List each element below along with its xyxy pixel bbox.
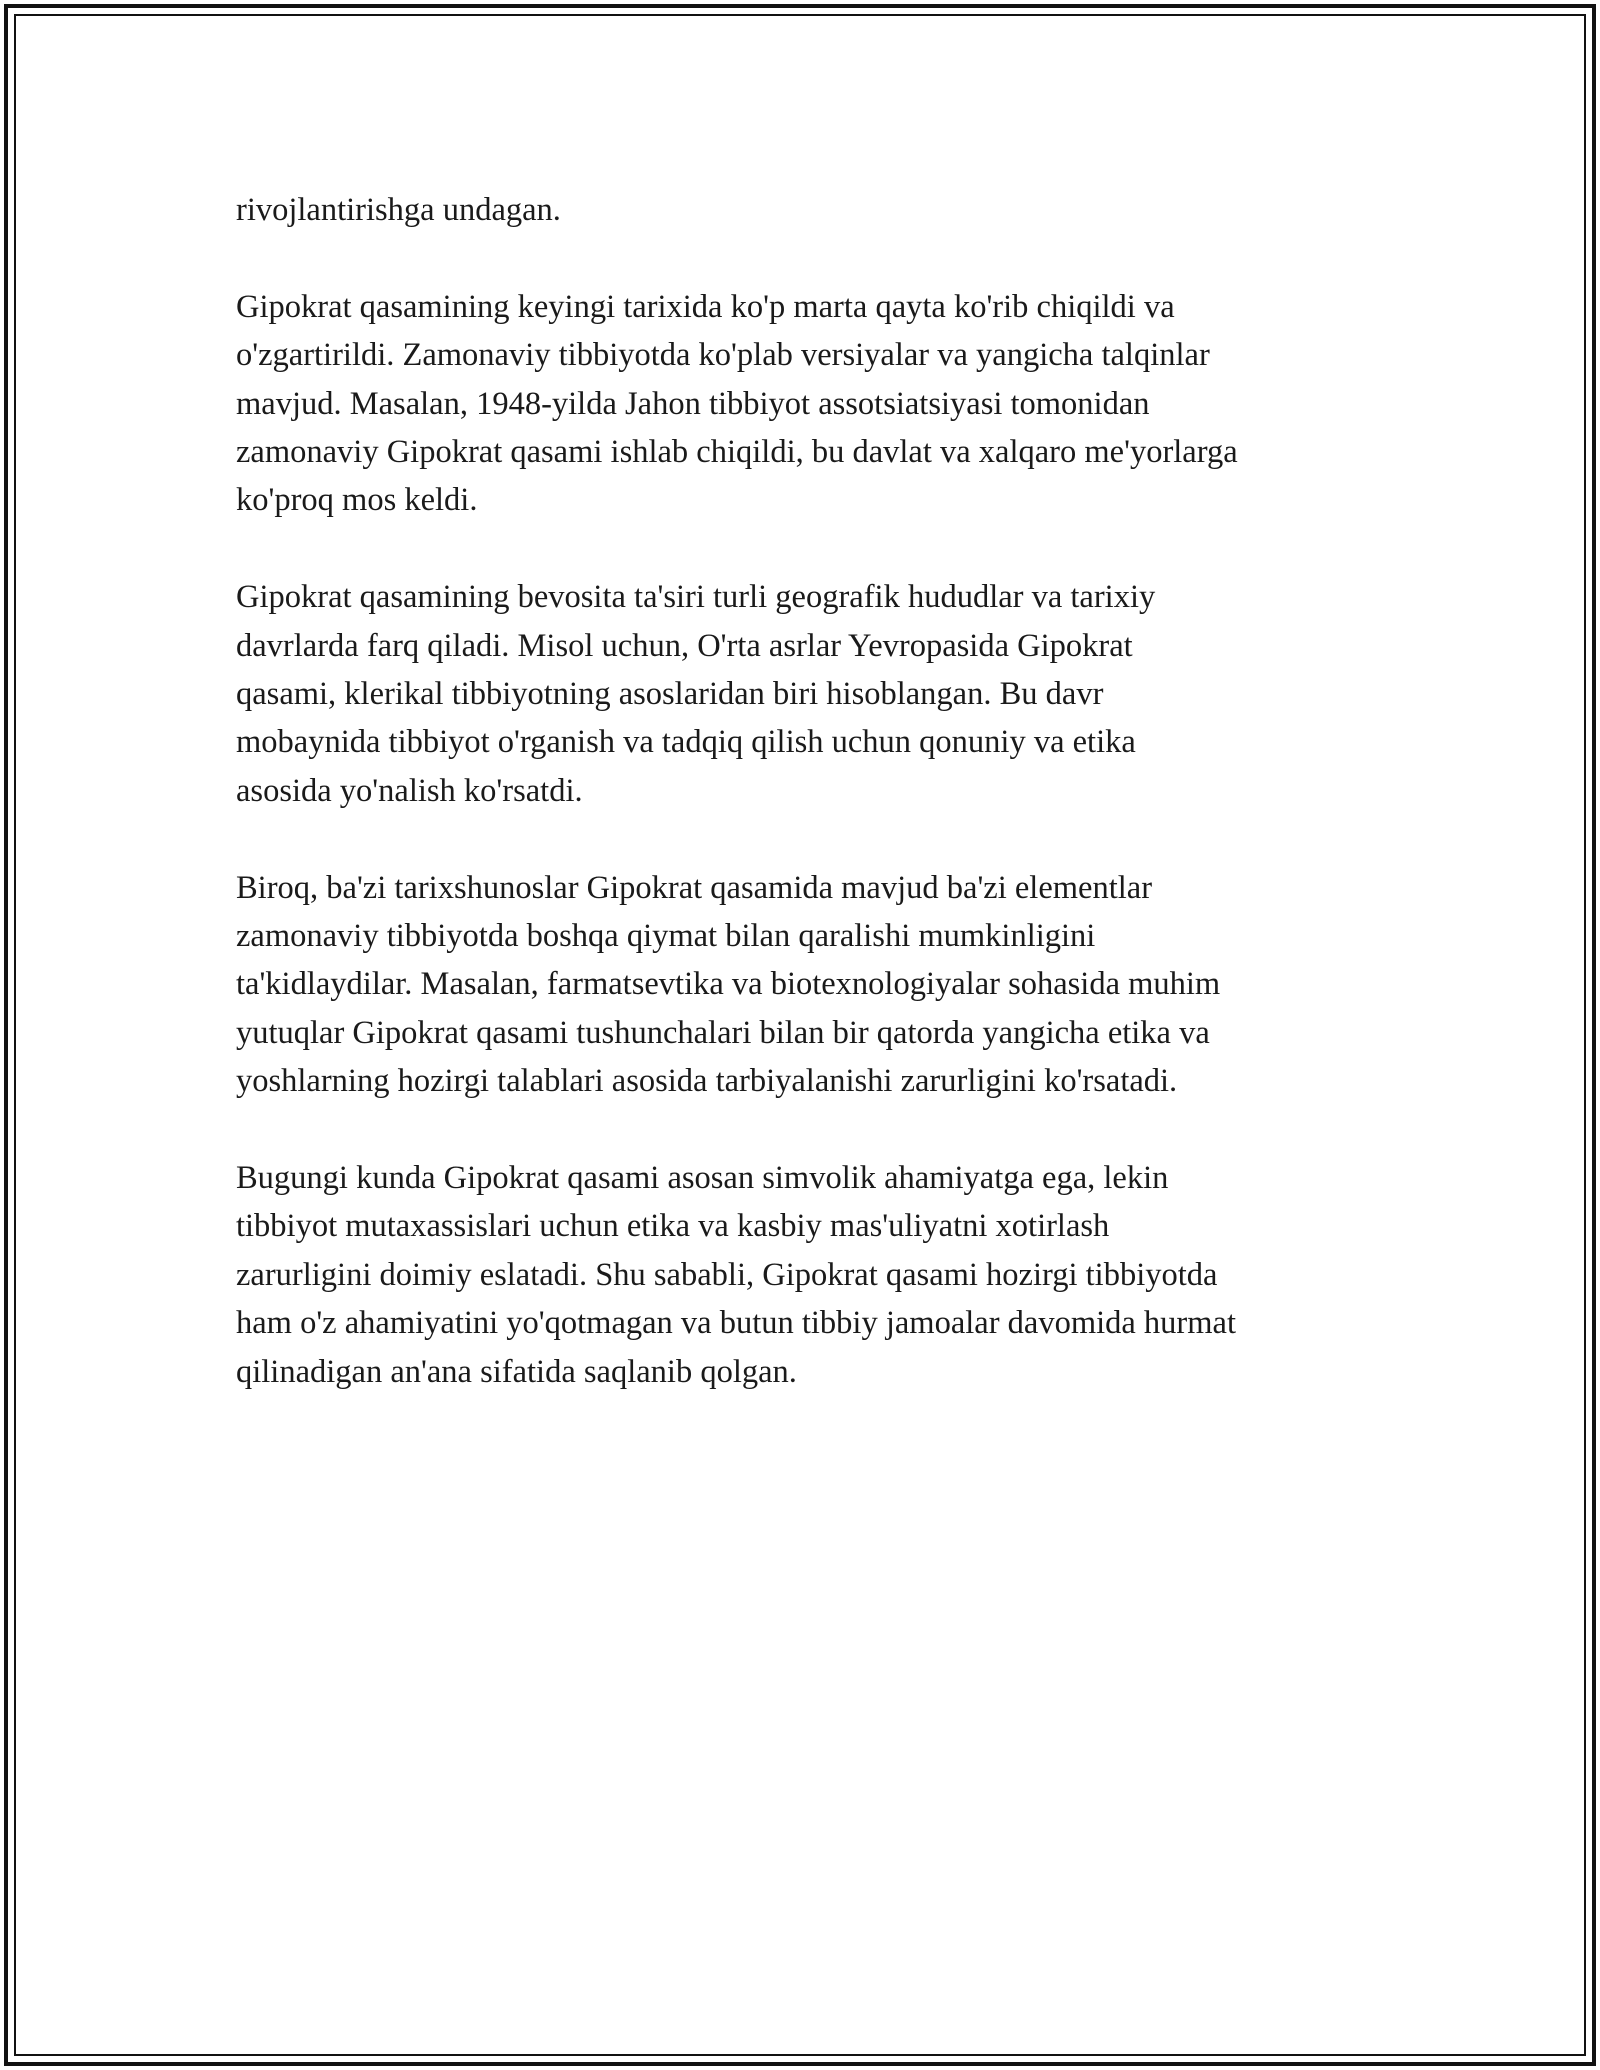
- text-line: o'zgartirildi. Zamonaviy tibbiyotda ko'plab versiyalar va yangicha talqinlar: [236, 337, 1210, 374]
- text-line: mobaynida tibbiyot o'rganish va tadqiq qilish uchun qonuniy va etika: [236, 724, 1136, 761]
- text-line: mavjud. Masalan, 1948-yilda Jahon tibbiyot assotsiatsiyasi tomonidan: [236, 385, 1150, 422]
- paragraph-2: [236, 283, 1386, 525]
- text-line: Biroq, ba'zi tarixshunoslar Gipokrat qasamida mavjud ba'zi elementlar: [236, 869, 1153, 906]
- text-line: ham o'z ahamiyatini yo'qotmagan va butun tibbiy jamoalar davomida hurmat: [236, 1305, 1236, 1342]
- document-body: [236, 186, 1386, 1444]
- text-line: zamonaviy Gipokrat qasami ishlab chiqildi, bu davlat va xalqaro me'yorlarga: [236, 434, 1238, 471]
- paragraph-1: [236, 186, 1386, 234]
- text-line: rivojlantirishga undagan.: [236, 192, 561, 228]
- text-line: asosida yo'nalish ko'rsatdi.: [236, 772, 583, 809]
- text-line: qasami, klerikal tibbiyotning asoslaridan biri hisoblangan. Bu davr: [236, 676, 1104, 713]
- text-line: ko'proq mos keldi.: [236, 482, 478, 519]
- text-line: Bugungi kunda Gipokrat qasami asosan simvolik ahamiyatga ega, lekin: [236, 1160, 1169, 1197]
- text-line: zamonaviy tibbiyotda boshqa qiymat bilan qaralishi mumkinligini: [236, 918, 1096, 955]
- text-line: Gipokrat qasamining keyingi tarixida ko'p marta qayta ko'rib chiqildi va: [236, 288, 1175, 325]
- text-line: Gipokrat qasamining bevosita ta'siri turli geografik hududlar va tarixiy: [236, 579, 1156, 616]
- paragraph-4: [236, 864, 1386, 1106]
- text-line: zarurligini doimiy eslatadi. Shu sababli, Gipokrat qasami hozirgi tibbiyotda: [236, 1256, 1218, 1293]
- text-line: yutuqlar Gipokrat qasami tushunchalari bilan bir qatorda yangicha etika va: [236, 1014, 1210, 1051]
- text-line: davrlarda farq qiladi. Misol uchun, O'rta asrlar Yevropasida Gipokrat: [236, 627, 1133, 664]
- paragraph-5: [236, 1154, 1386, 1396]
- text-line: yoshlarning hozirgi talablari asosida tarbiyalanishi zarurligini ko'rsatadi.: [236, 1063, 1178, 1100]
- text-line: tibbiyot mutaxassislari uchun etika va kasbiy mas'uliyatni xotirlash: [236, 1208, 1110, 1245]
- text-line: qilinadigan an'ana sifatida saqlanib qolgan.: [236, 1353, 797, 1390]
- text-line: ta'kidlaydilar. Masalan, farmatsevtika va biotexnologiyalar sohasida muhim: [236, 966, 1221, 1003]
- paragraph-3: [236, 573, 1386, 815]
